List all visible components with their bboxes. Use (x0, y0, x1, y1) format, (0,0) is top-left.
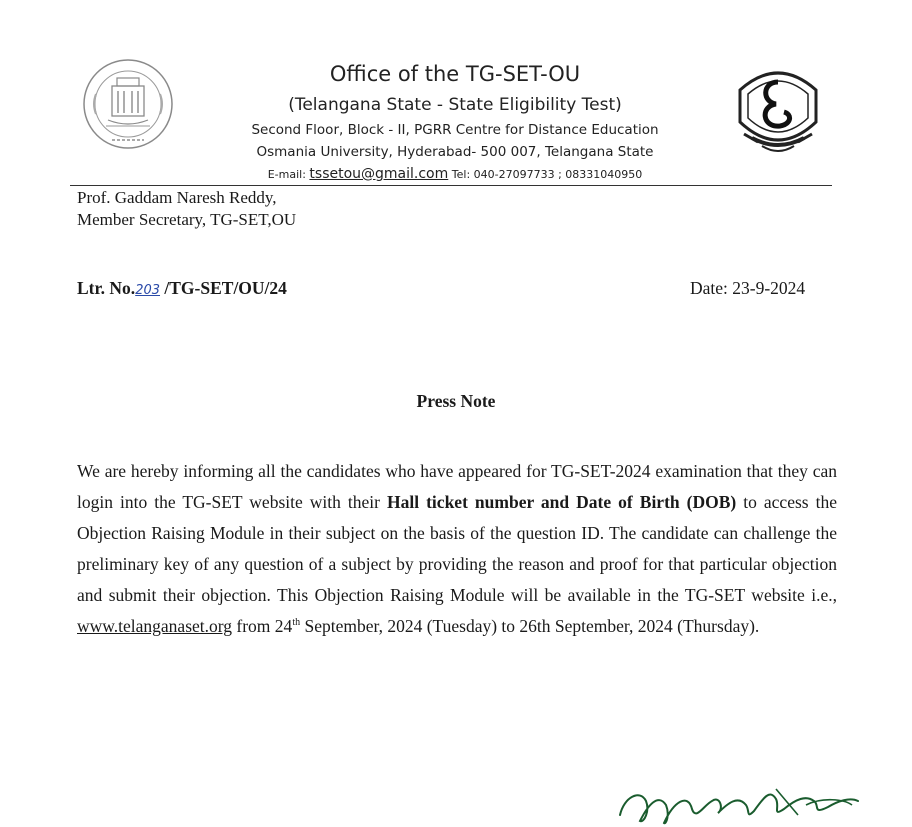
sender-designation: Member Secretary, TG-SET,OU (77, 210, 297, 229)
office-title: Office of the TG-SET-OU (329, 62, 581, 86)
phone-numbers: Tel: 040-27097733 ; 08331040950 (451, 168, 643, 181)
letter-number-suffix: /TG-SET/OU/24 (160, 278, 287, 298)
address-line-2: Osmania University, Hyderabad- 500 007, Telangana State (256, 144, 654, 160)
letter-number (77, 278, 287, 299)
osmania-university-seal (732, 60, 824, 160)
body-part-2: to access the Objection Raising Module in their subject on the basis of the question ID. The candidate can challenge the preliminary key of any question of a subject by providing the reason and proof for that particular objection and submit their objection. This Objection Raising Module will be available in the TG-SET website i.e., (77, 492, 837, 605)
contact-line (190, 166, 720, 182)
sender-name: Prof. Gaddam Naresh Reddy, (77, 188, 277, 207)
header-divider (70, 185, 832, 186)
body-part-4: September, 2024 (Tuesday) to 26th September, 2024 (Thursday). (300, 616, 760, 636)
ordinal-superscript: th (292, 617, 301, 629)
letter-number-handwritten: 203 (135, 283, 161, 298)
email-label: E-mail: (267, 168, 306, 181)
government-of-telangana-seal (82, 58, 174, 150)
letter-number-prefix: Ltr. No. (77, 278, 136, 298)
body-part-1: We are hereby informing all the candidates who have appeared for TG-SET-2024 examination that they can login into the TG-SET website with their (77, 461, 837, 512)
body-bold-credentials: Hall ticket number and Date of Birth (DOB) (387, 492, 737, 512)
letter-date: Date: 23-9-2024 (690, 278, 806, 298)
website-link[interactable]: www.telanganaset.org (77, 616, 233, 636)
signature (600, 775, 870, 827)
press-note-heading: Press Note (416, 391, 496, 411)
email-link[interactable]: tssetou@gmail.com (309, 166, 449, 182)
office-subtitle: (Telangana State - State Eligibility Test) (288, 95, 622, 115)
address-line-1: Second Floor, Block - II, PGRR Centre for Distance Education (251, 122, 659, 138)
press-note-body (77, 456, 837, 642)
body-part-3: from 24 (232, 616, 293, 636)
